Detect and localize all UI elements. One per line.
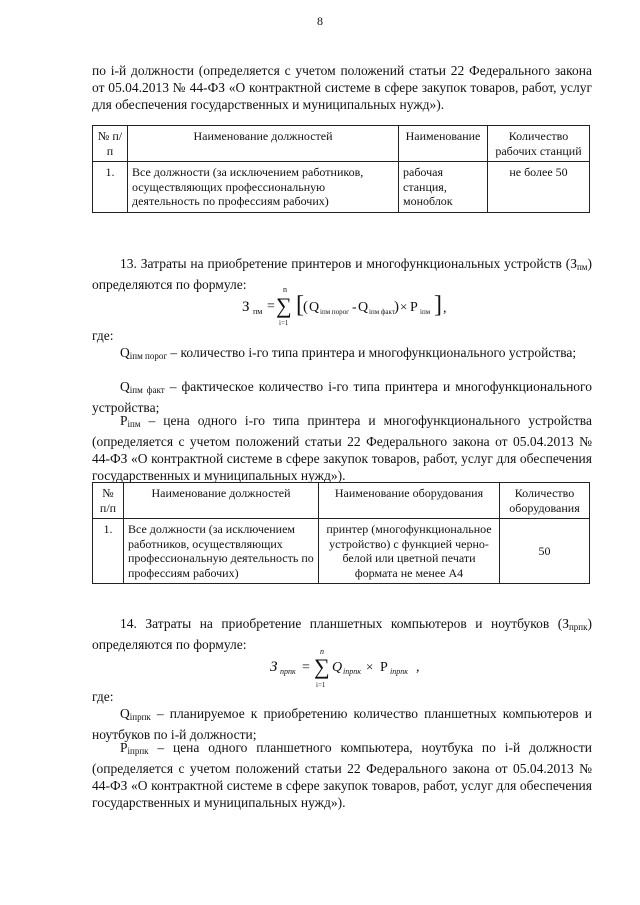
cell-positions: Все должности (за исключением работников, осуществляющих профессиональную деятельность по профессиям рабочих) <box>124 519 319 584</box>
section-13-where: где: <box>92 328 114 343</box>
svg-text:P: P <box>410 300 418 315</box>
table-row <box>93 519 590 584</box>
cell-count: 50 <box>500 519 590 584</box>
cell-equipment: принтер (многофункциональное устройство) с функцией черно-белой или цветной печати формата не менее А4 <box>319 519 500 584</box>
svg-text:iпм порог: iпм порог <box>320 308 349 316</box>
svg-text:iпм: iпм <box>420 308 431 316</box>
svg-text:iпрпк: iпрпк <box>390 667 408 676</box>
intro-paragraph: по i-й должности (определяется с учетом положений статьи 22 Федерального закона от 05.04.2013 № 44-ФЗ «О контрактной системе в сфере закупок товаров, работ, услуг для обеспечения государственных и муниципальных нужд»). <box>92 63 592 112</box>
section-14-def-quantity: $Q_{iпрпк}$ – планируемое к приобретению количество планшетных компьютеров и ноутбуков по i-й должности; <box>92 706 592 742</box>
section-14-def-price: $P_{iпрпк}$ – цена одного планшетного компьютера, ноутбука по i-й должности (определяется с учетом положений статьи 22 Федерального закона от 05.04.2013 № 44-ФЗ «О контрактной системе в сфере закупок товаров, работ, услуг для обеспечения государственных и муниципальных нужд»). <box>92 740 592 810</box>
printers-table <box>92 482 590 584</box>
svg-text:,: , <box>416 660 420 675</box>
svg-text:(: ( <box>303 299 308 315</box>
svg-text:): ) <box>394 299 399 315</box>
svg-text:P: P <box>380 660 388 675</box>
svg-text:n: n <box>320 647 324 656</box>
workstations-table <box>92 125 590 213</box>
svg-text:З: З <box>270 659 278 675</box>
cell-name: рабочая станция, моноблок <box>399 162 488 213</box>
cell-number: 1. <box>93 162 128 213</box>
svg-text:∑: ∑ <box>314 654 330 679</box>
svg-text:i=1: i=1 <box>279 319 289 327</box>
formula-printers <box>240 281 460 329</box>
svg-text:iпрпк: iпрпк <box>343 667 361 676</box>
cell-number: 1. <box>93 519 124 584</box>
section-14-heading: 14. Затраты на приобретение планшетных компьютеров и ноутбуков $(З_{прпк})$ определяются по формуле: <box>92 616 592 652</box>
svg-text:n: n <box>283 285 287 294</box>
page-number: 8 <box>317 14 323 28</box>
svg-text:×: × <box>400 299 408 314</box>
svg-text:Q: Q <box>309 300 320 315</box>
section-13-def-price: $P_{iпм}$ – цена одного i-го типа принтера и многофункционального устройства (определяется с учетом положений статьи 22 Федерального закона от 05.04.2013 № 44-ФЗ «О контрактной системе в сфере закупок товаров, работ, услуг для обеспечения государственных и муниципальных нужд»). <box>92 413 592 483</box>
cell-positions: Все должности (за исключением работников, осуществляющих профессиональную деятельность по профессиям рабочих) <box>128 162 399 213</box>
svg-text:,: , <box>443 301 447 316</box>
col-header-positions: Наименование должностей <box>124 483 319 519</box>
svg-text:×: × <box>366 659 374 674</box>
svg-text:]: ] <box>434 292 442 318</box>
section-13-heading: 13. Затраты на приобретение принтеров и многофункциональных устройств $(З_{пм})$ определяются по формуле: <box>92 256 592 292</box>
svg-text:i=1: i=1 <box>316 681 326 689</box>
col-header-equipment: Наименование оборудования <box>319 483 500 519</box>
svg-text:Q: Q <box>332 660 343 675</box>
svg-text:пм: пм <box>253 307 263 316</box>
svg-text:прпк: прпк <box>280 667 296 676</box>
table-header-row <box>93 126 590 162</box>
col-header-count: Количество оборудования <box>500 483 590 519</box>
section-14-where: где: <box>92 689 114 704</box>
section-13-def-q-porog: $Q_{iпм порог}$ – количество i-го типа принтера и многофункционального устройства; <box>120 345 577 361</box>
svg-text:З: З <box>242 299 250 315</box>
svg-text:=: = <box>267 299 275 314</box>
formula-tablets <box>268 645 428 691</box>
cell-count: не более 50 <box>488 162 590 213</box>
col-header-count: Количество рабочих станций <box>488 126 590 162</box>
svg-text:∑: ∑ <box>276 293 292 318</box>
table-header-row <box>93 483 590 519</box>
svg-text:=: = <box>302 660 310 675</box>
svg-text:[: [ <box>296 292 304 318</box>
col-header-name: Наименование <box>399 126 488 162</box>
col-header-number: № п/п <box>93 483 124 519</box>
svg-text:iпм факт: iпм факт <box>369 308 395 316</box>
table-row <box>93 162 590 213</box>
col-header-positions: Наименование должностей <box>128 126 399 162</box>
section-13-def-q-fakt: $Q_{iпм факт}$ – фактическое количество i-го типа принтера и многофункционального устройства; <box>92 379 592 415</box>
svg-text:Q: Q <box>358 300 369 315</box>
svg-text:-: - <box>352 300 357 315</box>
col-header-number: № п/п <box>93 126 128 162</box>
